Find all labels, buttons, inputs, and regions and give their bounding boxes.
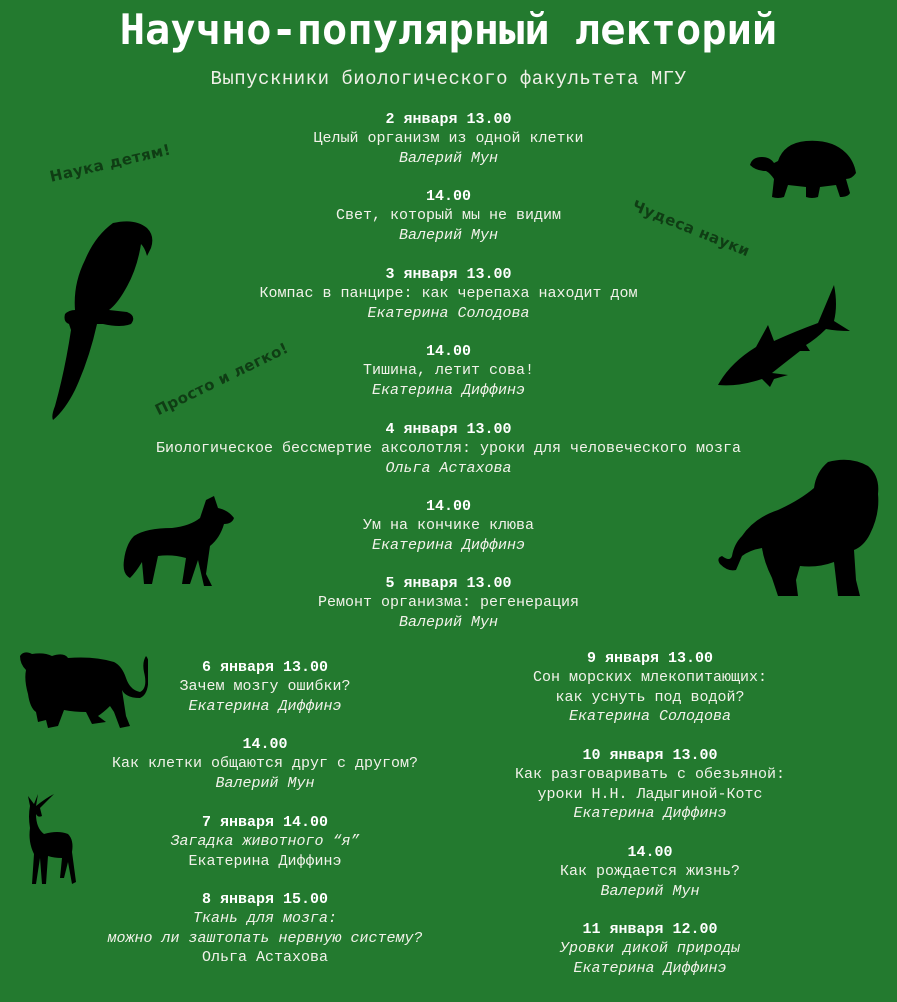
event-jan10-1400 — [470, 843, 830, 901]
event-title: Компас в панцире: как черепаха находит дом — [259, 285, 638, 302]
event-speaker: Екатерина Диффинэ — [573, 805, 727, 822]
event-title: Ум на кончике клюва — [362, 517, 535, 534]
event-datetime: 14.00 — [627, 844, 673, 861]
event-title: Зачем мозгу ошибки? — [179, 678, 351, 695]
event-datetime: 8 января 15.00 — [201, 891, 329, 908]
event-title: Загадка животного “я” — [170, 833, 360, 850]
parrot-icon — [45, 220, 155, 425]
event-title: Уровки дикой природы — [559, 940, 741, 957]
event-jan7-1400 — [60, 813, 470, 871]
event-speaker: Ольга Астахова — [201, 949, 329, 966]
event-jan10-1300 — [470, 746, 830, 824]
event-datetime: 10 января 13.00 — [582, 747, 718, 764]
event-speaker: Екатерина Диффинэ — [371, 381, 526, 399]
event-jan6-1400 — [60, 735, 470, 793]
event-speaker: Екатерина Диффинэ — [371, 536, 526, 554]
event-datetime: 3 января 13.00 — [385, 266, 512, 283]
event-title: Ремонт организма: регенерация — [317, 594, 580, 611]
event-datetime: 6 января 13.00 — [201, 659, 329, 676]
event-speaker: Валерий Мун — [600, 882, 700, 900]
event-speaker: Ольга Астахова — [385, 459, 512, 477]
event-speaker: Екатерина Диффинэ — [573, 959, 727, 977]
event-title: Биологическое бессмертие аксолотля: уроки для человеческого мозга — [155, 440, 742, 457]
lion-icon — [710, 458, 882, 600]
event-speaker: Екатерина Диффинэ — [188, 852, 342, 870]
event-jan8-1500 — [60, 890, 470, 968]
event-title: Как клетки общаются друг с другом? — [111, 755, 419, 772]
tagline-simple-and-easy: Просто и легко! — [152, 338, 292, 420]
event-datetime: 9 января 13.00 — [586, 650, 714, 667]
event-speaker: Валерий Мун — [398, 613, 499, 631]
event-title-line2: как уснуть под водой? — [555, 688, 745, 706]
event-datetime: 11 января 12.00 — [582, 921, 718, 938]
turtle-icon — [748, 135, 858, 201]
event-speaker: Валерий Мун — [398, 149, 499, 167]
event-datetime: 14.00 — [425, 343, 471, 360]
event-speaker: Екатерина Солодова — [367, 304, 530, 322]
event-datetime: 4 января 13.00 — [385, 421, 512, 438]
event-title-line2: уроки Н.Н. Ладыгиной-Котс — [537, 785, 763, 803]
event-datetime: 14.00 — [425, 188, 471, 205]
event-jan11-1200 — [470, 920, 830, 978]
tagline-science-for-kids: Наука детям! — [47, 140, 173, 186]
event-speaker: Екатерина Солодова — [568, 708, 732, 725]
event-datetime: 5 января 13.00 — [385, 575, 512, 592]
shark-icon — [716, 283, 851, 388]
antelope-icon — [24, 792, 80, 888]
event-speaker: Валерий Мун — [398, 226, 499, 244]
event-title: Сон морских млекопитающих: — [532, 669, 768, 686]
event-datetime: 14.00 — [242, 736, 288, 753]
event-title: Целый организм из одной клетки — [313, 130, 584, 147]
wolf-icon — [120, 494, 240, 590]
event-speaker: Валерий Мун — [215, 774, 315, 792]
event-title-line2: можно ли заштопать нервную систему? — [107, 929, 423, 947]
event-jan9-1300 — [470, 649, 830, 727]
event-datetime: 2 января 13.00 — [385, 111, 512, 128]
event-datetime: 7 января 14.00 — [201, 814, 329, 831]
event-title: Ткань для мозга: — [192, 910, 338, 927]
event-title: Тишина, летит сова! — [362, 362, 535, 379]
lioness-icon — [18, 650, 148, 732]
page-title: Научно-популярный лекторий — [119, 5, 778, 54]
tagline-wonders-of-science: Чудеса науки — [629, 196, 753, 261]
event-title: Как разговаривать с обезьяной: — [514, 766, 786, 783]
event-title: Как рождается жизнь? — [559, 863, 741, 880]
event-speaker: Екатерина Диффинэ — [188, 697, 342, 715]
event-title: Свет, который мы не видим — [335, 207, 562, 224]
page-subtitle: Выпускники биологического факультета МГУ — [210, 68, 687, 90]
event-datetime: 14.00 — [425, 498, 471, 515]
